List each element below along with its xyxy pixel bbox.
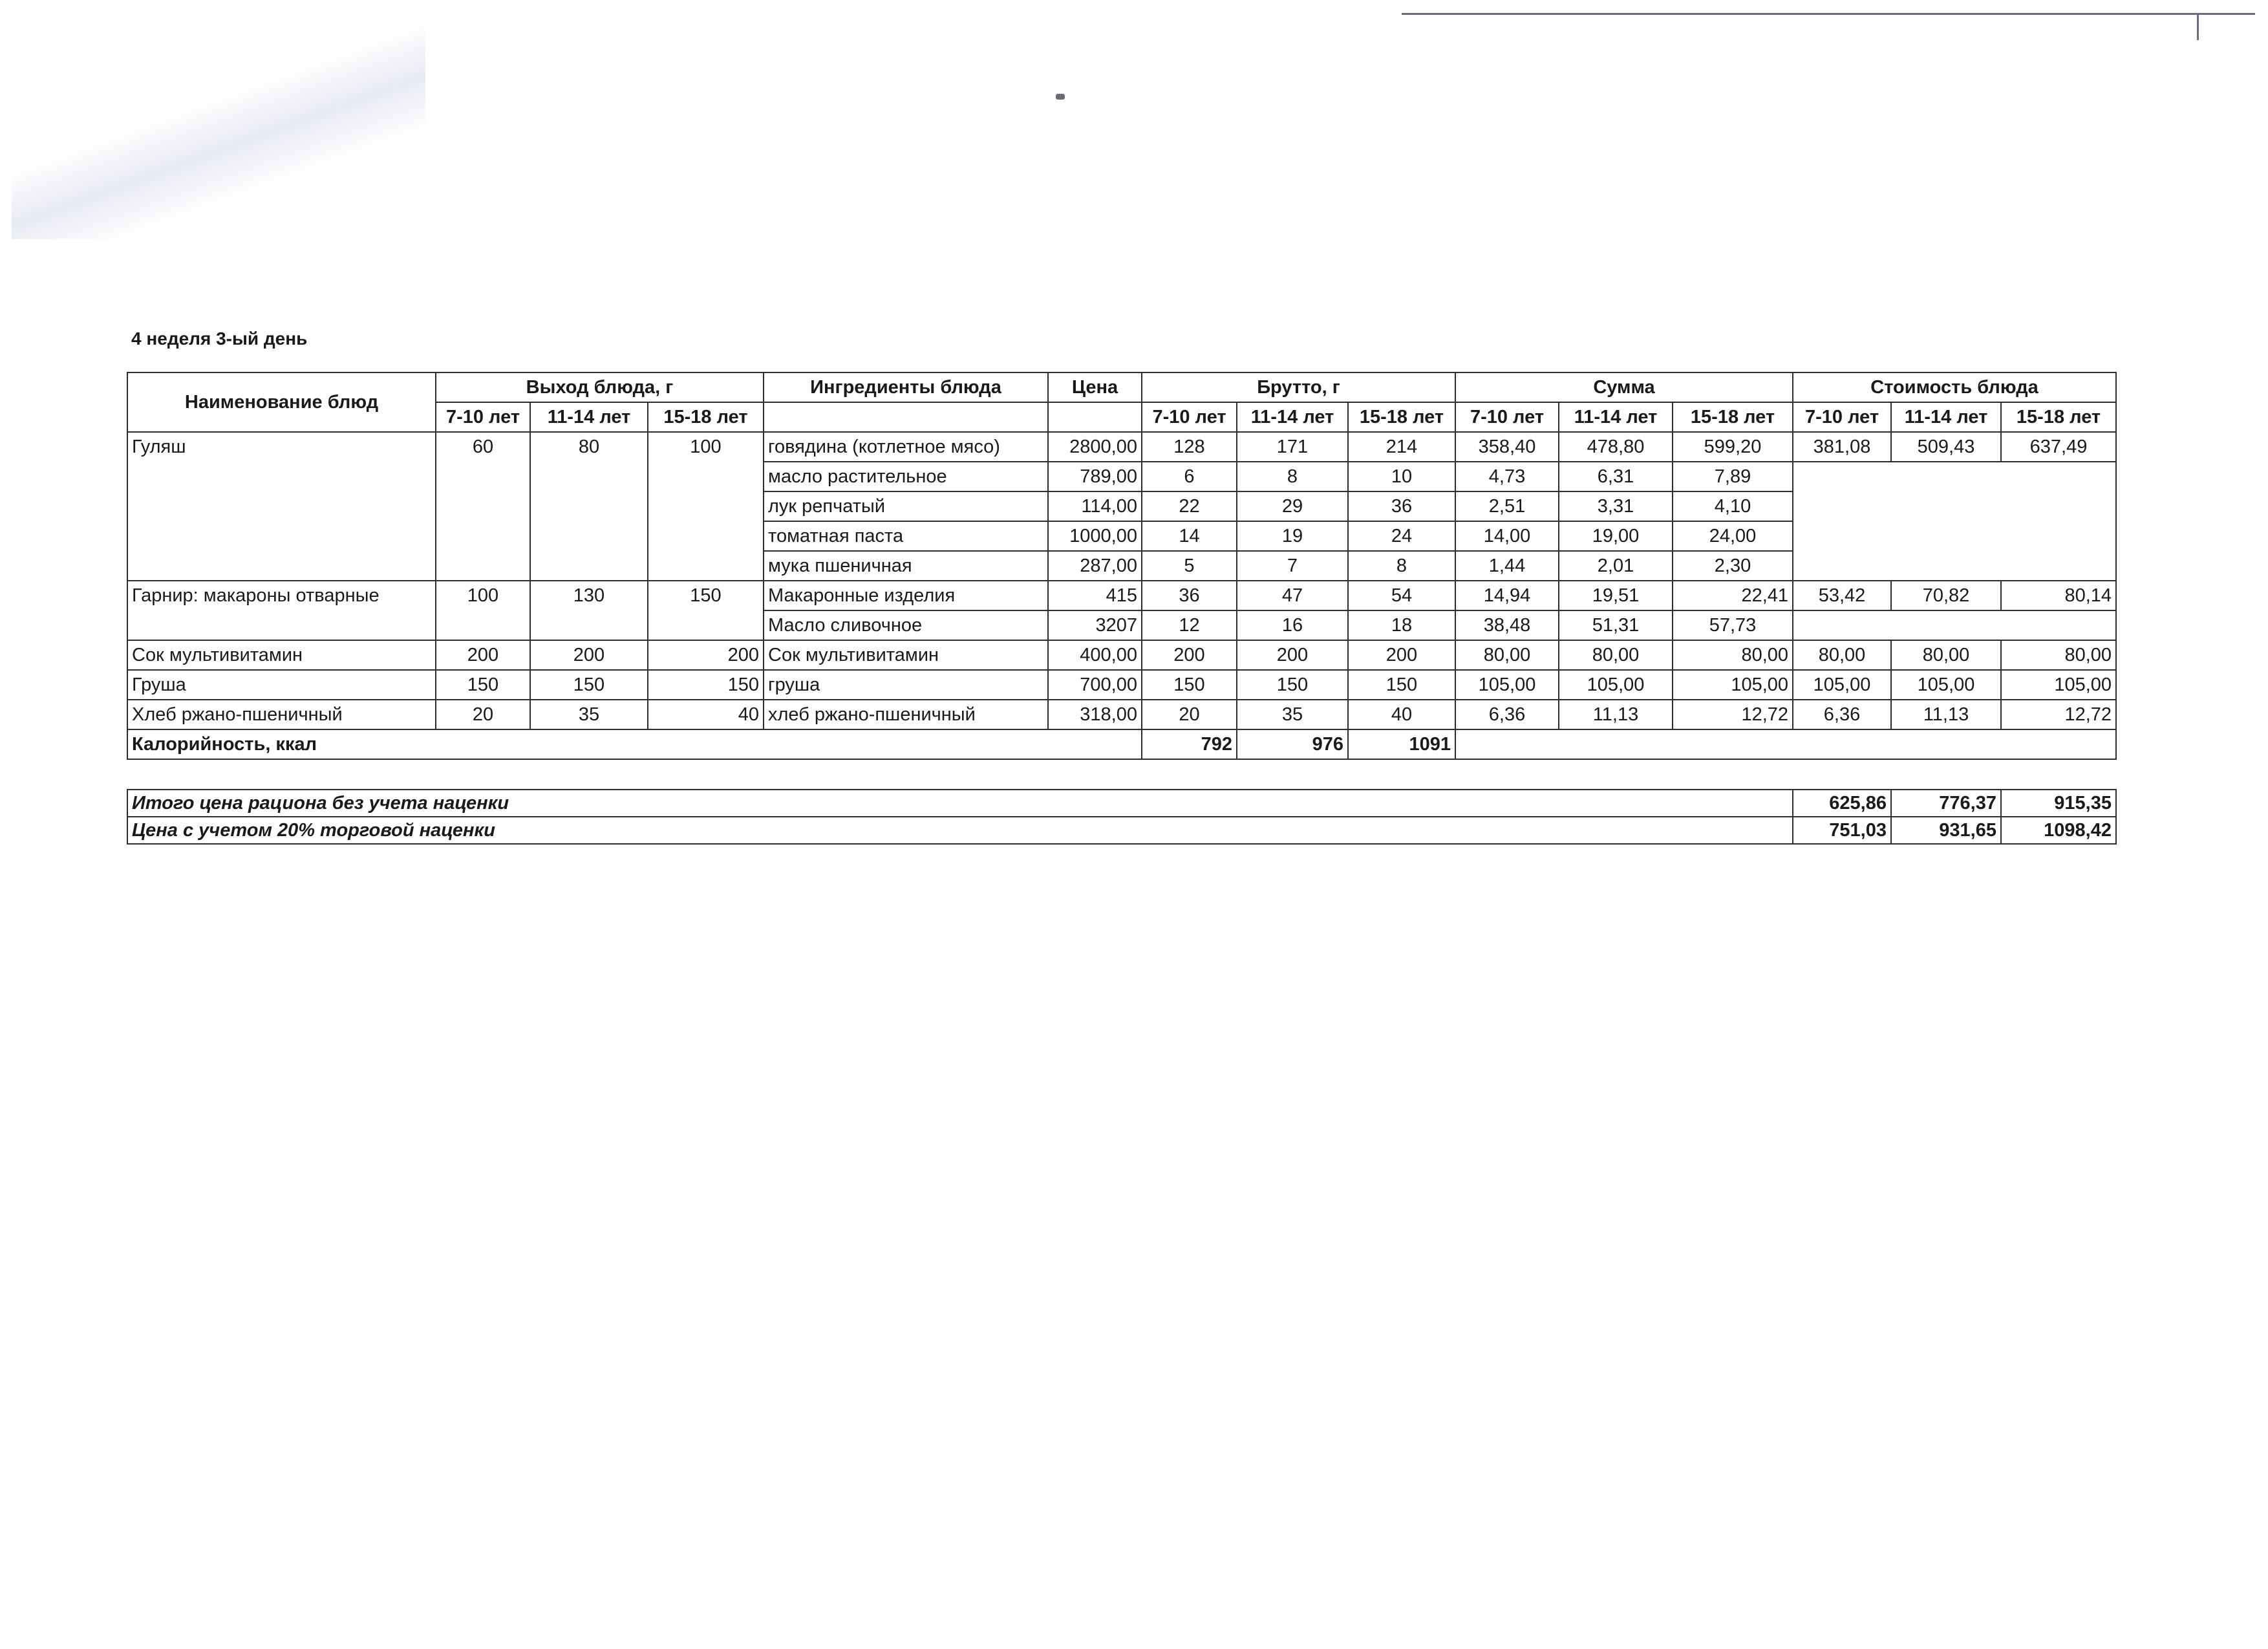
sum-value: 105,00 bbox=[1559, 670, 1673, 700]
dish-name: Хлеб ржано-пшеничный bbox=[127, 700, 436, 729]
ingredient-name: Сок мультивитамин bbox=[764, 640, 1048, 670]
ingredient-name: груша bbox=[764, 670, 1048, 700]
dish-cost-value: 11,13 bbox=[1891, 700, 2001, 729]
calories-row bbox=[127, 729, 2116, 759]
sum-value: 6,36 bbox=[1455, 700, 1559, 729]
scan-edge-line bbox=[2197, 14, 2199, 40]
brutto-value: 200 bbox=[1348, 640, 1455, 670]
sum-value: 7,89 bbox=[1673, 462, 1793, 491]
sum-value: 80,00 bbox=[1455, 640, 1559, 670]
dish-cost-value: 6,36 bbox=[1793, 700, 1891, 729]
yield-value: 100 bbox=[436, 581, 530, 640]
sum-value: 51,31 bbox=[1559, 610, 1673, 640]
brutto-value: 14 bbox=[1142, 521, 1237, 551]
sum-value: 38,48 bbox=[1455, 610, 1559, 640]
dish-cost-value: 105,00 bbox=[1891, 670, 2001, 700]
yield-value: 200 bbox=[648, 640, 764, 670]
sum-value: 57,73 bbox=[1673, 610, 1793, 640]
ingredient-name: хлеб ржано-пшеничный bbox=[764, 700, 1048, 729]
header-age-group: 7-10 лет bbox=[1142, 402, 1237, 432]
sum-value: 2,51 bbox=[1455, 491, 1559, 521]
brutto-value: 24 bbox=[1348, 521, 1455, 551]
total-value: 1098,42 bbox=[2001, 817, 2116, 844]
header-brutto: Брутто, г bbox=[1142, 372, 1455, 402]
ingredient-price: 700,00 bbox=[1048, 670, 1142, 700]
dish-cost-value: 70,82 bbox=[1891, 581, 2001, 610]
brutto-value: 150 bbox=[1348, 670, 1455, 700]
ingredient-price: 318,00 bbox=[1048, 700, 1142, 729]
sum-value: 11,13 bbox=[1559, 700, 1673, 729]
ingredient-name: Масло сливочное bbox=[764, 610, 1048, 640]
dish-cost-value: 105,00 bbox=[2001, 670, 2116, 700]
total-label: Цена с учетом 20% торговой наценки bbox=[127, 817, 1793, 844]
brutto-value: 8 bbox=[1348, 551, 1455, 581]
brutto-value: 150 bbox=[1237, 670, 1348, 700]
ingredient-price: 287,00 bbox=[1048, 551, 1142, 581]
dish-cost-value: 105,00 bbox=[1793, 670, 1891, 700]
brutto-value: 8 bbox=[1237, 462, 1348, 491]
brutto-value: 12 bbox=[1142, 610, 1237, 640]
total-value: 751,03 bbox=[1793, 817, 1891, 844]
brutto-value: 35 bbox=[1237, 700, 1348, 729]
dish-cost-value: 509,43 bbox=[1891, 432, 2001, 462]
calories-label: Калорийность, ккал bbox=[127, 729, 1142, 759]
ingredient-name: Макаронные изделия bbox=[764, 581, 1048, 610]
table-row bbox=[127, 640, 2116, 670]
brutto-value: 171 bbox=[1237, 432, 1348, 462]
calories-value: 792 bbox=[1142, 729, 1237, 759]
header-age-group: 11-14 лет bbox=[1559, 402, 1673, 432]
sum-value: 358,40 bbox=[1455, 432, 1559, 462]
calories-value: 1091 bbox=[1348, 729, 1455, 759]
sum-value: 105,00 bbox=[1455, 670, 1559, 700]
dish-cost-value: 80,00 bbox=[1793, 640, 1891, 670]
brutto-value: 47 bbox=[1237, 581, 1348, 610]
sum-value: 1,44 bbox=[1455, 551, 1559, 581]
dish-cost-value: 381,08 bbox=[1793, 432, 1891, 462]
sum-value: 22,41 bbox=[1673, 581, 1793, 610]
header-dish-name: Наименование блюд bbox=[127, 372, 436, 432]
header-empty bbox=[764, 402, 1048, 432]
total-value: 625,86 bbox=[1793, 790, 1891, 817]
sum-value: 2,30 bbox=[1673, 551, 1793, 581]
total-value: 931,65 bbox=[1891, 817, 2001, 844]
scan-edge-line bbox=[1402, 13, 2255, 15]
yield-value: 100 bbox=[648, 432, 764, 581]
yield-value: 40 bbox=[648, 700, 764, 729]
dish-name: Сок мультивитамин bbox=[127, 640, 436, 670]
menu-cost-table bbox=[127, 372, 2117, 760]
brutto-value: 200 bbox=[1142, 640, 1237, 670]
total-label: Итого цена рациона без учета наценки bbox=[127, 790, 1793, 817]
ingredient-price: 114,00 bbox=[1048, 491, 1142, 521]
yield-value: 20 bbox=[436, 700, 530, 729]
yield-value: 35 bbox=[530, 700, 648, 729]
dish-cost-value: 80,14 bbox=[2001, 581, 2116, 610]
ingredient-price: 415 bbox=[1048, 581, 1142, 610]
dish-name: Гуляш bbox=[127, 432, 436, 581]
yield-value: 60 bbox=[436, 432, 530, 581]
sum-value: 4,10 bbox=[1673, 491, 1793, 521]
header-ingredients: Ингредиенты блюда bbox=[764, 372, 1048, 402]
sum-value: 80,00 bbox=[1559, 640, 1673, 670]
brutto-value: 20 bbox=[1142, 700, 1237, 729]
header-age-group: 15-18 лет bbox=[1348, 402, 1455, 432]
dish-name: Гарнир: макароны отварные bbox=[127, 581, 436, 640]
header-age-group: 7-10 лет bbox=[1455, 402, 1559, 432]
brutto-value: 40 bbox=[1348, 700, 1455, 729]
ingredient-name: говядина (котлетное мясо) bbox=[764, 432, 1048, 462]
sum-value: 12,72 bbox=[1673, 700, 1793, 729]
sum-value: 80,00 bbox=[1673, 640, 1793, 670]
calories-empty bbox=[1455, 729, 2116, 759]
brutto-value: 18 bbox=[1348, 610, 1455, 640]
totals-table bbox=[127, 789, 2117, 845]
dish-cost-value: 53,42 bbox=[1793, 581, 1891, 610]
brutto-value: 200 bbox=[1237, 640, 1348, 670]
brutto-value: 16 bbox=[1237, 610, 1348, 640]
brutto-value: 36 bbox=[1142, 581, 1237, 610]
dish-cost-value: 80,00 bbox=[1891, 640, 2001, 670]
header-price: Цена bbox=[1048, 372, 1142, 402]
dish-cost-value: 637,49 bbox=[2001, 432, 2116, 462]
sum-value: 478,80 bbox=[1559, 432, 1673, 462]
brutto-value: 150 bbox=[1142, 670, 1237, 700]
dish-name: Груша bbox=[127, 670, 436, 700]
ingredient-price: 789,00 bbox=[1048, 462, 1142, 491]
ingredient-price: 3207 bbox=[1048, 610, 1142, 640]
header-age-group: 7-10 лет bbox=[436, 402, 530, 432]
sum-value: 19,00 bbox=[1559, 521, 1673, 551]
brutto-value: 6 bbox=[1142, 462, 1237, 491]
empty-cost-block bbox=[1793, 610, 2116, 640]
dish-cost-value: 12,72 bbox=[2001, 700, 2116, 729]
brutto-value: 22 bbox=[1142, 491, 1237, 521]
brutto-value: 5 bbox=[1142, 551, 1237, 581]
header-dish-cost: Стоимость блюда bbox=[1793, 372, 2116, 402]
sum-value: 19,51 bbox=[1559, 581, 1673, 610]
header-empty bbox=[1048, 402, 1142, 432]
ingredient-name: томатная паста bbox=[764, 521, 1048, 551]
totals-row bbox=[127, 817, 2116, 844]
sum-value: 4,73 bbox=[1455, 462, 1559, 491]
table-row bbox=[127, 432, 2116, 462]
sum-value: 2,01 bbox=[1559, 551, 1673, 581]
yield-value: 200 bbox=[530, 640, 648, 670]
table-row bbox=[127, 700, 2116, 729]
header-age-group: 7-10 лет bbox=[1793, 402, 1891, 432]
sum-value: 599,20 bbox=[1673, 432, 1793, 462]
brutto-value: 214 bbox=[1348, 432, 1455, 462]
brutto-value: 54 bbox=[1348, 581, 1455, 610]
header-yield: Выход блюда, г bbox=[436, 372, 764, 402]
sum-value: 14,00 bbox=[1455, 521, 1559, 551]
table-row bbox=[127, 670, 2116, 700]
ingredient-price: 1000,00 bbox=[1048, 521, 1142, 551]
brutto-value: 7 bbox=[1237, 551, 1348, 581]
brutto-value: 128 bbox=[1142, 432, 1237, 462]
total-value: 776,37 bbox=[1891, 790, 2001, 817]
sum-value: 105,00 bbox=[1673, 670, 1793, 700]
header-age-group: 11-14 лет bbox=[530, 402, 648, 432]
page-title: 4 неделя 3-ый день bbox=[131, 329, 308, 349]
dish-cost-value: 80,00 bbox=[2001, 640, 2116, 670]
header-age-group: 15-18 лет bbox=[2001, 402, 2116, 432]
header-age-group: 15-18 лет bbox=[648, 402, 764, 432]
ingredient-name: мука пшеничная bbox=[764, 551, 1048, 581]
ingredient-name: лук репчатый bbox=[764, 491, 1048, 521]
ingredient-name: масло растительное bbox=[764, 462, 1048, 491]
totals-row bbox=[127, 790, 2116, 817]
yield-value: 200 bbox=[436, 640, 530, 670]
total-value: 915,35 bbox=[2001, 790, 2116, 817]
sum-value: 14,94 bbox=[1455, 581, 1559, 610]
brutto-value: 10 bbox=[1348, 462, 1455, 491]
empty-cost-block bbox=[1793, 462, 2116, 581]
yield-value: 150 bbox=[530, 670, 648, 700]
yield-value: 150 bbox=[648, 670, 764, 700]
brutto-value: 19 bbox=[1237, 521, 1348, 551]
sum-value: 24,00 bbox=[1673, 521, 1793, 551]
brutto-value: 36 bbox=[1348, 491, 1455, 521]
brutto-value: 29 bbox=[1237, 491, 1348, 521]
header-age-group: 11-14 лет bbox=[1891, 402, 2001, 432]
scan-fold-shadow bbox=[12, 26, 425, 239]
yield-value: 150 bbox=[648, 581, 764, 640]
yield-value: 150 bbox=[436, 670, 530, 700]
table-row bbox=[127, 581, 2116, 610]
header-age-group: 15-18 лет bbox=[1673, 402, 1793, 432]
ingredient-price: 400,00 bbox=[1048, 640, 1142, 670]
header-sum: Сумма bbox=[1455, 372, 1793, 402]
calories-value: 976 bbox=[1237, 729, 1348, 759]
sum-value: 3,31 bbox=[1559, 491, 1673, 521]
yield-value: 80 bbox=[530, 432, 648, 581]
sum-value: 6,31 bbox=[1559, 462, 1673, 491]
ingredient-price: 2800,00 bbox=[1048, 432, 1142, 462]
scan-speck bbox=[1056, 94, 1065, 100]
yield-value: 130 bbox=[530, 581, 648, 640]
header-age-group: 11-14 лет bbox=[1237, 402, 1348, 432]
